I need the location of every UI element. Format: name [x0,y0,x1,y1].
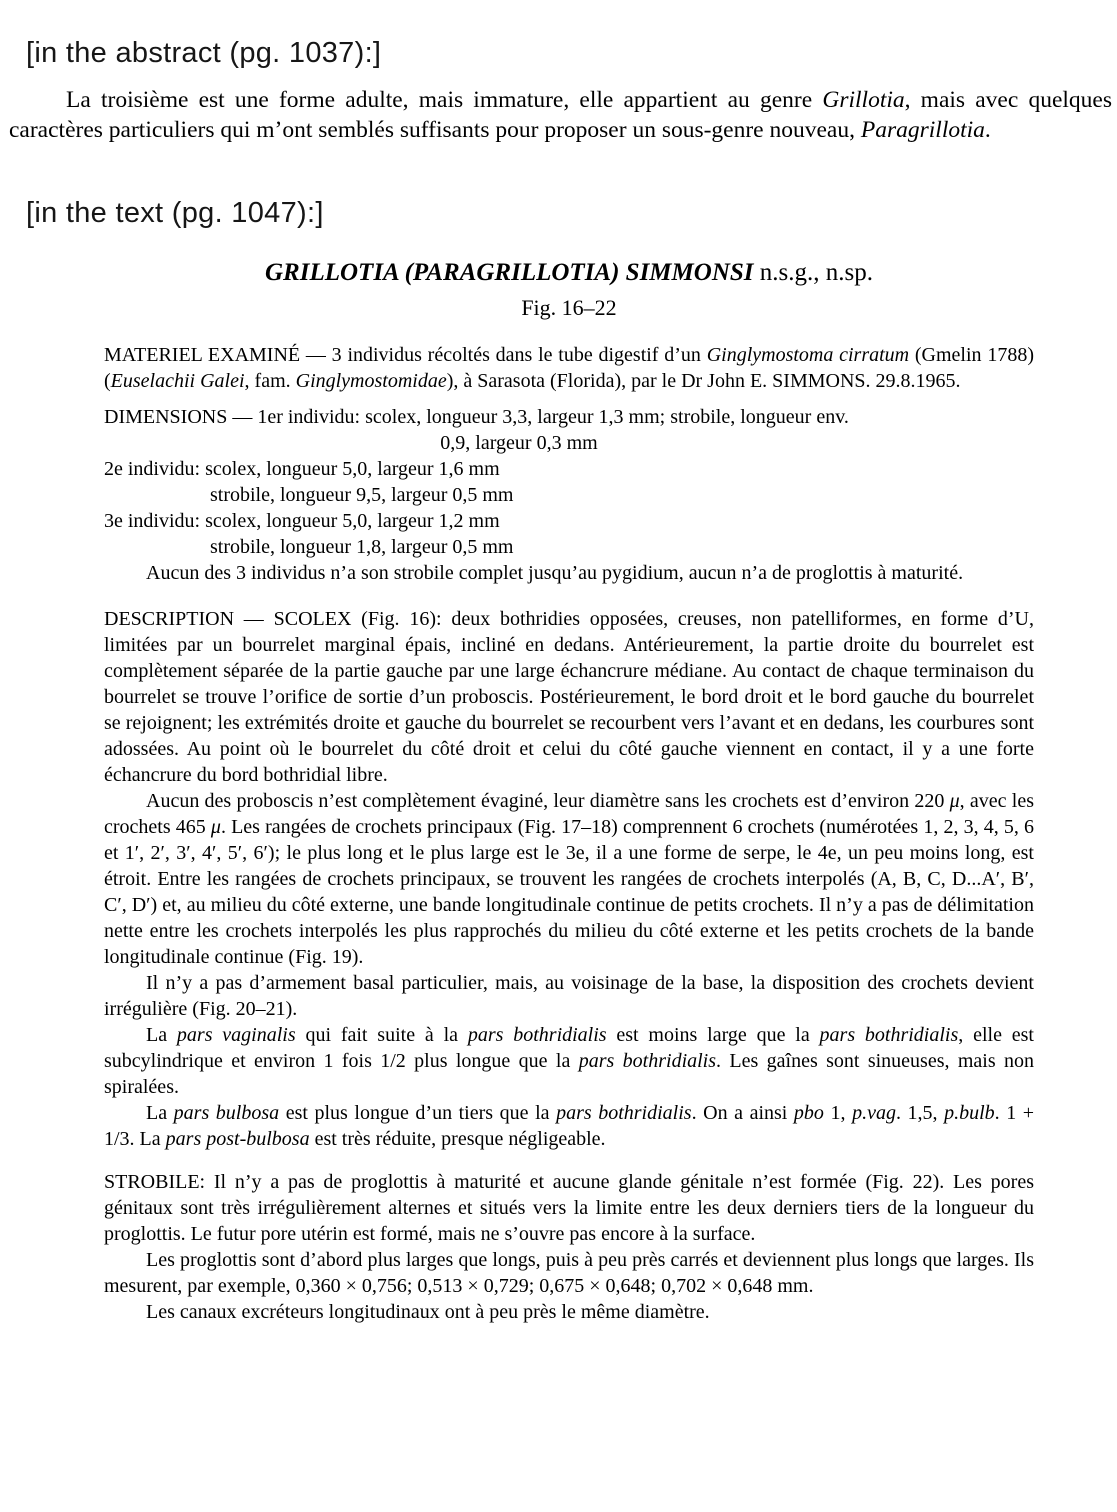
proglottis-measurements-paragraph: Les proglottis sont d’abord plus larges que longs, puis à peu près carrés et deviennent plus longs que larges. Ils mesurent, par exemple, 0,360 × 0,756; 0,513 × 0,729; 0,675 × 0,648; 0,702 × 0,648 mm. [104,1249,1034,1297]
abstract-location-header: [in the abstract (pg. 1037):] [26,37,382,69]
dimensions-line-4: strobile, longueur 9,5, largeur 0,5 mm [210,484,514,506]
pars-vaginalis-paragraph: La pars vaginalis qui fait suite à la pars bothridialis est moins large que la pars bothridialis, elle est subcylindrique et environ 1 fois 1/2 plus longue que la pars bothridialis. Les gaînes sont sinueuses, mais non spiralées. [104,1024,1034,1098]
proboscis-paragraph: Aucun des proboscis n’est complètement évaginé, leur diamètre sans les crochets est d’environ 220 μ, avec les crochets 465 μ. Les rangées de crochets principaux (Fig. 17–18) comprennent 6 crochets (numérotées 1, 2, 3, 4, 5, 6 et 1′, 2′, 3′, 4′, 5′, 6′); le plus long et le plus large est le 3e, il a une forme de serpe, le 4e, un peu moins long, est étroit. Entre les rangées de crochets principaux, se trouvent les rangées de crochets interpolés (A, B, C, D...A′, B′, C′, D′) et, au milieu du côté externe, une bande longitudinale continue de petits crochets. Il n’y a pas de délimitation nette entre les crochets interpolés les plus rapprochés du milieu du côté externe et les petits crochets de la bande longitudinale continue (Fig. 19). [104,790,1034,968]
dimensions-line-2: 0,9, largeur 0,3 mm [440,432,598,454]
excretory-canals-paragraph: Les canaux excréteurs longitudinaux ont à peu près le même diamètre. [146,1301,710,1323]
species-title: GRILLOTIA (PARAGRILLOTIA) SIMMONSI n.s.g., n.sp. [265,259,873,286]
dimensions-block [104,404,1034,586]
dimensions-line-5: 3e individu: scolex, longueur 5,0, largeur 1,2 mm [104,510,500,532]
pars-bulbosa-paragraph: La pars bulbosa est plus longue d’un tiers que la pars bothridialis. On a ainsi pbo 1, p.vag. 1,5, p.bulb. 1 + 1/3. La pars post-bulbosa est très réduite, presque négligeable. [104,1102,1035,1150]
text-location-header: [in the text (pg. 1047):] [26,197,324,229]
dimensions-line-3: 2e individu: scolex, longueur 5,0, largeur 1,6 mm [104,458,500,480]
materiel-paragraph: MATERIEL EXAMINÉ — 3 individus récoltés dans le tube digestif d’un Ginglymostoma cirratum (Gmelin 1788) (Euselachii Galei, fam. Ginglymostomidae), à Sarasota (Florida), par le Dr John E. SIMMONS. 29.8.1965. [104,344,1034,392]
abstract-paragraph: La troisième est une forme adulte, mais immature, elle appartient au genre Grillotia, mais avec quelques caractères particuliers qui m’ont semblés suffisants pour proposer un sous-genre nouveau, Paragrillotia. [9,87,1112,143]
description-scolex-paragraph: DESCRIPTION — SCOLEX (Fig. 16): deux bothridies opposées, creuses, non patelliformes, en forme d’U, limitées par un bourrelet marginal épais, incliné en dedans. Antérieurement, la partie droite du bourrelet est complètement séparée de la partie gauche par une large échancrure médiane. Au contact de chaque terminaison du bourrelet se trouve l’orifice de sortie d’un proboscis. Postérieurement, le bord droit et le bord gauche du bourrelet se rejoignent; les extrémités droite et gauche du bourrelet se recourbent vers l’avant et en dedans, les courbures sont adossées. Au point où le bourrelet du côté droit et celui du côté gauche viennent en contact, il y a une forte échancrure du bord bothridial libre. [104,608,1034,786]
basal-armature-paragraph: Il n’y a pas d’armement basal particulier, mais, au voisinage de la base, la disposition des crochets devient irrégulière (Fig. 20–21). [104,972,1034,1020]
dimensions-line-1: DIMENSIONS — 1er individu: scolex, longueur 3,3, largeur 1,3 mm; strobile, longueur env. [104,406,849,428]
strobile-paragraph: STROBILE: Il n’y a pas de proglottis à maturité et aucune glande génitale n’est formée (Fig. 22). Les pores génitaux sont très irrégulièrement alternes et situés vers la limite entre les deux derniers tiers de la longueur du proglottis. Le futur pore utérin est formé, mais ne s’ouvre pas encore à la surface. [104,1171,1034,1245]
dimensions-note: Aucun des 3 individus n’a son strobile complet jusqu’au pygidium, aucun n’a de proglottis à maturité. [146,562,964,584]
dimensions-line-6: strobile, longueur 1,8, largeur 0,5 mm [210,536,514,558]
figure-range: Fig. 16–22 [521,295,617,320]
article-body [104,258,1034,1325]
